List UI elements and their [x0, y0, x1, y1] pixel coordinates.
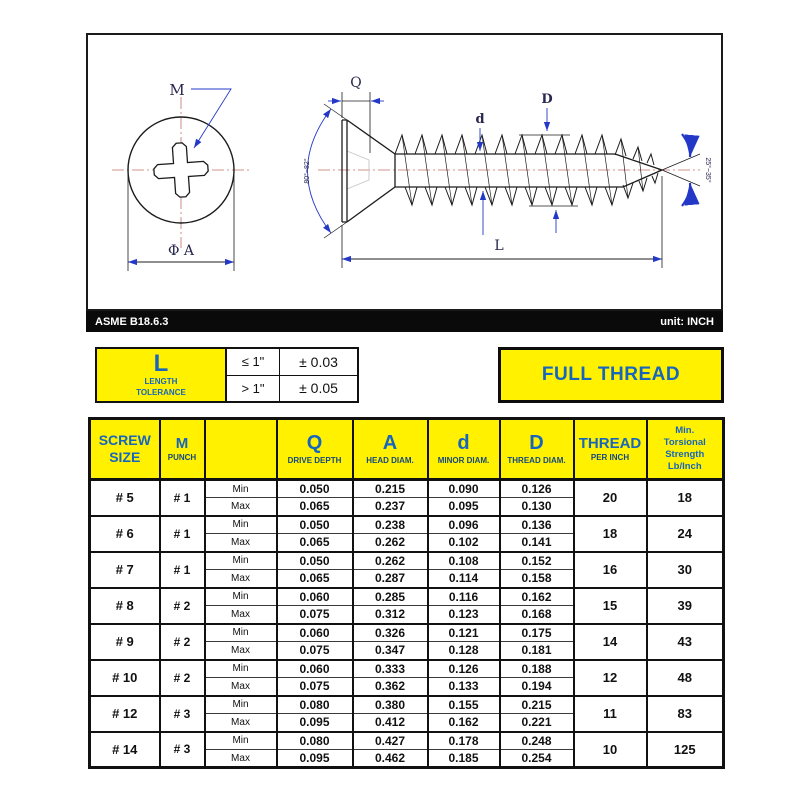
minmax-cell: Max	[205, 570, 277, 588]
tolerance-range: > 1"	[227, 376, 280, 402]
value-cell: 0.075	[277, 606, 353, 624]
value-cell: 0.116	[428, 588, 500, 606]
value-cell: 0.254	[500, 750, 574, 768]
punch-cell: # 2	[160, 624, 205, 660]
value-cell: 0.121	[428, 624, 500, 642]
minmax-cell: Min	[205, 588, 277, 606]
minor-dia-label: d	[475, 112, 485, 127]
value-cell: 0.188	[500, 660, 574, 678]
torsion-cell: 83	[647, 696, 724, 732]
value-cell: 0.060	[277, 588, 353, 606]
value-cell: 0.312	[353, 606, 428, 624]
value-cell: 0.080	[277, 696, 353, 714]
header-blank	[205, 419, 277, 480]
tolerance-values	[227, 349, 357, 401]
value-cell: 0.326	[353, 624, 428, 642]
tpi-cell: 14	[574, 624, 647, 660]
tolerance-value: ± 0.05	[299, 380, 338, 397]
header-q-drive-depth: Q DRIVE DEPTH	[277, 419, 353, 480]
screw-technical-drawing	[88, 35, 721, 309]
thread-crests-top	[395, 135, 654, 165]
minmax-cell: Max	[205, 498, 277, 516]
table-row	[90, 588, 724, 606]
minmax-cell: Max	[205, 534, 277, 552]
value-cell: 0.075	[277, 678, 353, 696]
tolerance-value: ± 0.03	[299, 353, 338, 370]
minmax-cell: Min	[205, 624, 277, 642]
length-tolerance-box	[95, 347, 359, 403]
length-label: L	[494, 238, 504, 254]
thread-dia-label: D	[541, 92, 553, 107]
value-cell: 0.128	[428, 642, 500, 660]
torsion-cell: 43	[647, 624, 724, 660]
table-row	[90, 480, 724, 498]
head-angle-extension-lines	[324, 104, 347, 238]
value-cell: 0.123	[428, 606, 500, 624]
tolerance-row	[227, 349, 357, 375]
value-cell: 0.075	[277, 642, 353, 660]
tip-angle-arc-top	[682, 134, 690, 157]
value-cell: 0.152	[500, 552, 574, 570]
tip-angle-label: 25°~35°	[704, 157, 711, 183]
value-cell: 0.130	[500, 498, 574, 516]
punch-cell: # 1	[160, 480, 205, 516]
value-cell: 0.181	[500, 642, 574, 660]
value-cell: 0.412	[353, 714, 428, 732]
value-cell: 0.095	[428, 498, 500, 516]
table-row	[90, 624, 724, 642]
value-cell: 0.141	[500, 534, 574, 552]
value-cell: 0.168	[500, 606, 574, 624]
table-row	[90, 660, 724, 678]
tolerance-name	[136, 377, 186, 399]
torsion-cell: 48	[647, 660, 724, 696]
minmax-cell: Min	[205, 552, 277, 570]
value-cell: 0.162	[428, 714, 500, 732]
screw-size-cell: # 8	[90, 588, 160, 624]
screw-size-cell: # 14	[90, 732, 160, 768]
torsion-cell: 30	[647, 552, 724, 588]
value-cell: 0.065	[277, 498, 353, 516]
minmax-cell: Max	[205, 678, 277, 696]
value-cell: 0.285	[353, 588, 428, 606]
recess-label: M	[169, 81, 185, 99]
q-dimension-lines	[342, 92, 370, 153]
value-cell: 0.158	[500, 570, 574, 588]
value-cell: 0.133	[428, 678, 500, 696]
value-cell: 0.114	[428, 570, 500, 588]
value-cell: 0.050	[277, 516, 353, 534]
value-cell: 0.427	[353, 732, 428, 750]
value-cell: 0.194	[500, 678, 574, 696]
value-cell: 0.126	[500, 480, 574, 498]
value-cell: 0.096	[428, 516, 500, 534]
value-cell: 0.080	[277, 732, 353, 750]
header-thread-per-inch: THREAD PER INCH	[574, 419, 647, 480]
table-row	[90, 552, 724, 570]
screw-size-cell: # 6	[90, 516, 160, 552]
head-angle-arc	[308, 109, 332, 233]
value-cell: 0.108	[428, 552, 500, 570]
tpi-cell: 10	[574, 732, 647, 768]
value-cell: 0.248	[500, 732, 574, 750]
value-cell: 0.462	[353, 750, 428, 768]
tolerance-row	[227, 375, 357, 402]
dia-label: Φ A	[167, 243, 195, 259]
q-label: Q	[350, 75, 362, 91]
tpi-cell: 12	[574, 660, 647, 696]
drawing-area	[86, 33, 723, 311]
minmax-cell: Max	[205, 642, 277, 660]
value-cell: 0.090	[428, 480, 500, 498]
punch-cell: # 3	[160, 696, 205, 732]
tpi-cell: 18	[574, 516, 647, 552]
torsion-cell: 39	[647, 588, 724, 624]
value-cell: 0.095	[277, 714, 353, 732]
minmax-cell: Max	[205, 750, 277, 768]
side-view	[303, 75, 712, 268]
tpi-cell: 20	[574, 480, 647, 516]
table-row	[90, 696, 724, 714]
tpi-cell: 15	[574, 588, 647, 624]
tolerance-name-line2: TOLERANCE	[136, 387, 186, 397]
tolerance-range: ≤ 1"	[227, 349, 280, 375]
value-cell: 0.050	[277, 480, 353, 498]
value-cell: 0.126	[428, 660, 500, 678]
value-cell: 0.185	[428, 750, 500, 768]
value-cell: 0.215	[500, 696, 574, 714]
value-cell: 0.178	[428, 732, 500, 750]
screw-size-cell: # 12	[90, 696, 160, 732]
punch-cell: # 2	[160, 660, 205, 696]
value-cell: 0.065	[277, 534, 353, 552]
tolerance-symbol-cell	[97, 349, 227, 401]
value-cell: 0.175	[500, 624, 574, 642]
value-cell: 0.347	[353, 642, 428, 660]
header-a-head-diam: A HEAD DIAM.	[353, 419, 428, 480]
length-extension-lines	[342, 176, 662, 268]
torsion-cell: 24	[647, 516, 724, 552]
header-screw-size: SCREW SIZE	[90, 419, 160, 480]
minmax-cell: Max	[205, 606, 277, 624]
minmax-cell: Min	[205, 696, 277, 714]
value-cell: 0.238	[353, 516, 428, 534]
recess-leader-arrow	[191, 89, 231, 148]
unit-label: unit: INCH	[660, 315, 714, 328]
torsion-cell: 125	[647, 732, 724, 768]
table-row	[90, 516, 724, 534]
header-m-punch: M PUNCH	[160, 419, 205, 480]
minmax-cell: Min	[205, 732, 277, 750]
punch-cell: # 3	[160, 732, 205, 768]
value-cell: 0.060	[277, 624, 353, 642]
value-cell: 0.215	[353, 480, 428, 498]
punch-cell: # 2	[160, 588, 205, 624]
tolerance-symbol: L	[153, 349, 169, 377]
standard-name: ASME B18.6.3	[95, 315, 169, 328]
value-cell: 0.065	[277, 570, 353, 588]
minmax-cell: Min	[205, 516, 277, 534]
value-cell: 0.095	[277, 750, 353, 768]
value-cell: 0.102	[428, 534, 500, 552]
value-cell: 0.262	[353, 534, 428, 552]
head-angle-label: 80°~82°	[304, 158, 311, 184]
front-view	[112, 81, 251, 271]
table-header-row	[90, 419, 724, 480]
value-cell: 0.155	[428, 696, 500, 714]
punch-cell: # 1	[160, 552, 205, 588]
screw-spec-table	[88, 417, 725, 769]
header-torsional-strength: Min. Torsional Strength Lb/Inch	[647, 419, 724, 480]
value-cell: 0.262	[353, 552, 428, 570]
value-cell: 0.162	[500, 588, 574, 606]
value-cell: 0.221	[500, 714, 574, 732]
full-thread-banner: FULL THREAD	[498, 347, 724, 403]
value-cell: 0.380	[353, 696, 428, 714]
tolerance-name-line1: LENGTH	[144, 376, 178, 386]
screw-size-cell: # 7	[90, 552, 160, 588]
tpi-cell: 16	[574, 552, 647, 588]
minmax-cell: Min	[205, 660, 277, 678]
value-cell: 0.237	[353, 498, 428, 516]
phillips-recess	[152, 141, 210, 199]
punch-cell: # 1	[160, 516, 205, 552]
value-cell: 0.287	[353, 570, 428, 588]
value-cell: 0.050	[277, 552, 353, 570]
minmax-cell: Min	[205, 480, 277, 498]
screw-size-cell: # 9	[90, 624, 160, 660]
screw-size-cell: # 5	[90, 480, 160, 516]
torsion-cell: 18	[647, 480, 724, 516]
value-cell: 0.362	[353, 678, 428, 696]
value-cell: 0.060	[277, 660, 353, 678]
header-d-minor-diam: d MINOR DIAM.	[428, 419, 500, 480]
minmax-cell: Max	[205, 714, 277, 732]
header-dd-thread-diam: D THREAD DIAM.	[500, 419, 574, 480]
standard-bar	[86, 311, 723, 332]
value-cell: 0.333	[353, 660, 428, 678]
value-cell: 0.136	[500, 516, 574, 534]
screw-size-cell: # 10	[90, 660, 160, 696]
tpi-cell: 11	[574, 696, 647, 732]
tip-angle-arc-bottom	[682, 183, 690, 206]
table-row	[90, 732, 724, 750]
